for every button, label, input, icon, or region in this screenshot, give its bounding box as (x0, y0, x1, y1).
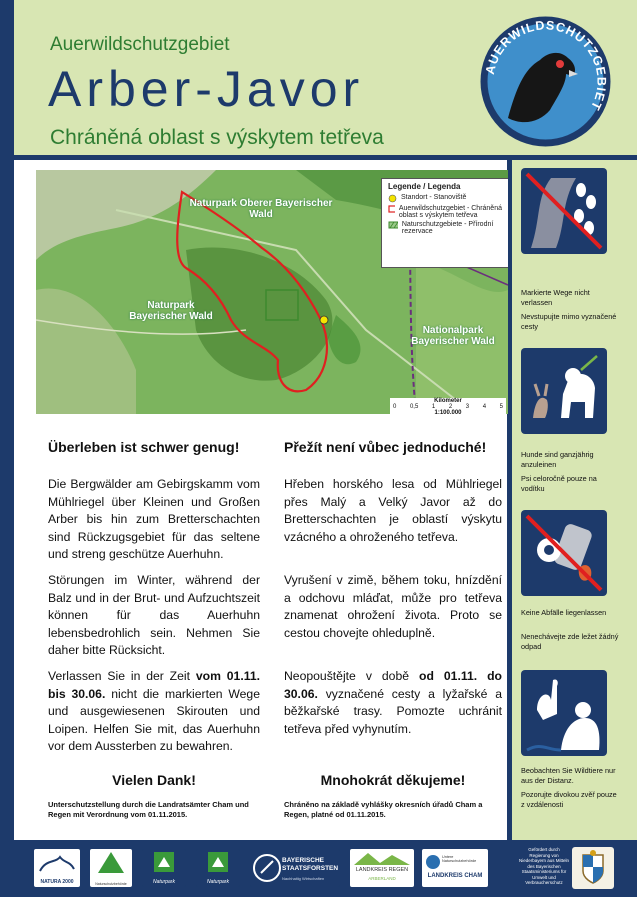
cz-paragraph-1: Hřeben horského lesa od Mühlriegel přes Malý a Velký Javor až do Bretterschachten je oblastí výskytu vzácného a ohroženého tetřeva. (284, 477, 502, 544)
rule-2-cz: Psi celoročně pouze na vodítku (521, 474, 597, 493)
yellow-dot-icon (388, 194, 397, 203)
logo-text: NATURA 2000 (40, 879, 74, 885)
legend-row (388, 205, 504, 219)
logo-subtext: ARBERLAND (368, 876, 396, 881)
cz-p3-text: vyznačené cesty a lyžařské a běžkařské trasy. Pomozte uchránit tetřeva před vyhynutím. (284, 686, 502, 736)
cz-paragraph-2: Vyrušení v zimě, během toku, hnízdění a odchovu mláďat, může pro tetřeva znamenat ohrožení života. Proto se cestou chovejte ohleduplně. (284, 573, 502, 640)
de-p3-text: nicht die markierten Wege und ausgewiesenen Skirouten und Loipen. Helfen Sie mit, das Auerhuhn vor dem Aussterben zu bewahren. (48, 686, 260, 753)
litter-icon (521, 510, 607, 596)
rule-2-de: Hunde sind ganzjährig anzuleinen (521, 450, 594, 469)
logo-text: BAYERISCHE STAATSFORSTEN (282, 857, 339, 872)
de-p3-date: vom 01.11. bis 30.06. (48, 669, 260, 701)
logo-subtext: Untere Naturschutzbehörde (442, 855, 477, 863)
scale-tick: 3 (465, 404, 470, 410)
de-paragraph-2: Störungen im Winter, während der Balz und in der Brut- und Aufzuchtszeit können für das Auerhuhn lebensbedrohlich sein. Nehmen Sie daher bitte Rücksicht. (48, 573, 260, 657)
observe-icon (521, 670, 607, 756)
naturpark-logo-1 (142, 849, 186, 887)
scale-tick: 4 (482, 404, 487, 410)
bayerische-staatsforsten-logo (250, 849, 340, 887)
de-paragraph-1: Die Bergwälder am Gebirgskamm vom Mühlriegel über Kleinen und Großen Arber bis hin zum Bretterschachten sind Rückzugsgebiet für das seltene und streng geschütze Auerhuhn. (48, 477, 260, 561)
rule-3-de: Keine Abfälle liegenlassen (521, 608, 607, 617)
map-label-nationalpark: Nationalpark Bayerischer Wald (411, 325, 495, 347)
cz-legal-note: Chráněno na základě vyhlášky okresních úřadů Cham a Regen, platné od 01.11.2015. (284, 800, 483, 819)
naturpark-logo-2 (196, 849, 240, 887)
map-scale-bar (390, 398, 506, 414)
de-heading: Überleben ist schwer genug! (48, 439, 240, 455)
rules-sidebar (512, 160, 637, 840)
logo-text: Naturpark (207, 879, 229, 885)
legend-row (388, 194, 504, 203)
legend-label: Standort - Stanoviště (401, 194, 467, 201)
de-p3-text: Verlassen Sie in der Zeit (48, 669, 196, 683)
landkreis-regen-logo (350, 849, 414, 887)
scale-tick: 5 (499, 404, 503, 410)
legend-label: Naturschutzgebiete - Přírodní rezervace (401, 221, 494, 235)
map-label-naturpark-bw: Naturpark Bayerischer Wald (129, 300, 213, 322)
de-legal-note: Unterschutzstellung durch die Landratsämter Cham und Regen mit Verordnung vom 01.11.2015. (48, 800, 249, 819)
logo-text: LANDKREIS REGEN (355, 867, 409, 873)
de-paragraph-3 (48, 668, 260, 756)
cz-p3-date: od 01.11. do 30.06. (284, 669, 502, 701)
map-legend (381, 178, 508, 268)
scale-tick: 2 (448, 404, 453, 410)
cz-thanks: Mnohokrát děkujeme! (320, 772, 466, 788)
dog-icon (521, 348, 607, 434)
rule-4-de: Beobachten Sie Wildtiere nur aus der Distanz. (521, 766, 616, 785)
footprints-icon (521, 168, 607, 254)
header-tagline: Chráněná oblast s výskytem tetřeva (50, 126, 384, 149)
scale-tick: 0 (393, 404, 397, 410)
logo-text: Naturschutzbehörde (95, 882, 127, 886)
rule-4-cz: Pozorujte divokou zvěř pouze z vzdálenosti (521, 790, 617, 809)
logo-subtext: Nachhaltig Wirtschaften (282, 876, 325, 881)
cz-paragraph-3 (284, 668, 502, 738)
scale-tick: 1 (431, 404, 436, 410)
logo-text: LANDKREIS CHAM (427, 873, 483, 879)
legend-label: Auerwildschutzgebiet - Chráněná oblast s výskytem tetřeva (398, 205, 502, 219)
scale-ratio: 1:100.000 (434, 410, 462, 414)
map-label-naturpark-oberer: Naturpark Oberer Bayerischer Wald (189, 198, 333, 220)
logo-text: Naturpark (153, 879, 175, 885)
page-title: Arber-Javor (48, 61, 365, 117)
capercaillie-logo (478, 14, 613, 149)
area-map (36, 170, 508, 414)
legend-title: Legende / Legenda (388, 182, 461, 191)
landkreis-cham-logo (422, 849, 488, 887)
rule-1-de: Markierte Wege nicht verlassen (521, 288, 590, 307)
logo-ring-text: AUERWILDSCHUTZGEBIET (482, 18, 609, 113)
legend-row (388, 221, 504, 235)
hatched-area-icon (388, 221, 398, 229)
red-outline-icon (388, 205, 395, 213)
cz-p3-text: Neopouštějte v době (284, 669, 420, 683)
funding-note: Gefördert durch Regierung von Niederbayern aus Mitteln des Bayerischen Staatsministeriums für Umwelt und Verbraucherschutz (518, 847, 570, 885)
scale-tick: 0,5 (409, 404, 419, 410)
nature-authority-logo (90, 849, 132, 887)
rule-3-cz: Nenechávejte zde ležet žádný odpad (521, 632, 619, 651)
natura-2000-logo (34, 849, 80, 887)
de-thanks: Vielen Dank! (112, 772, 196, 788)
header-subtitle: Auerwildschutzgebiet (50, 34, 230, 55)
bavarian-coat-of-arms-icon (572, 847, 614, 889)
scale-title: Kilometer (434, 398, 462, 404)
cz-heading: Přežít není vůbec jednoduché! (284, 439, 487, 455)
sponsor-footer (14, 843, 637, 897)
rule-1-cz: Nevstupujte mimo vyznačené cesty (521, 312, 617, 331)
main-panel (14, 160, 507, 840)
